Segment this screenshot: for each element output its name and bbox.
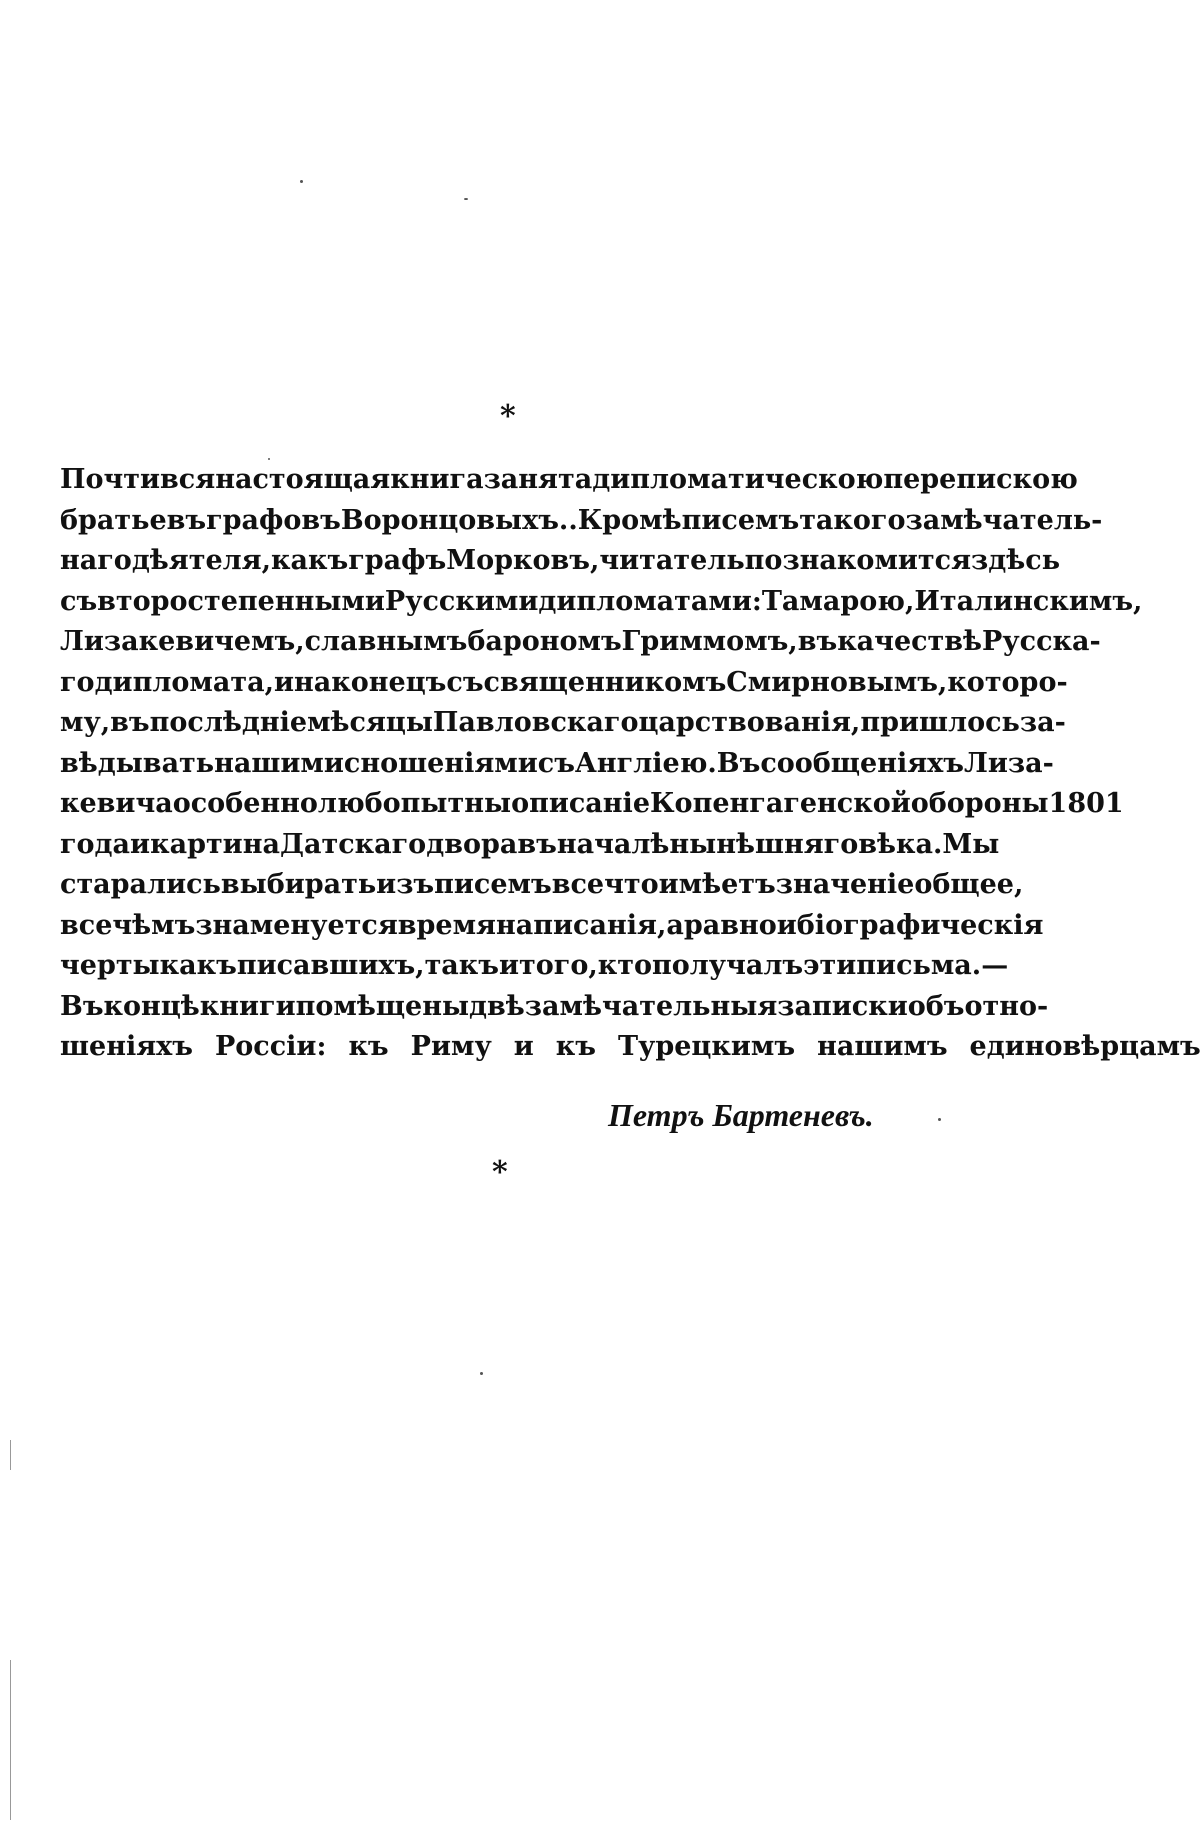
word: Русскими — [384, 585, 539, 617]
word: Смирновымъ, — [726, 666, 948, 698]
word: писемъ — [681, 504, 800, 536]
top-ornament: * — [500, 399, 516, 434]
word: Тамарою, — [761, 585, 915, 617]
word: Въ — [716, 747, 761, 779]
word: писавшихъ, — [236, 950, 425, 981]
word: двѣ — [469, 990, 525, 1022]
word: царствованія, — [638, 707, 861, 738]
word: получалъ — [651, 950, 804, 981]
word: началѣ — [556, 828, 670, 860]
word: нашимъ — [817, 1031, 948, 1062]
word: въ — [517, 828, 557, 860]
word: изъ — [376, 869, 435, 900]
word: настоящая — [215, 464, 391, 495]
word: знаменуется — [195, 909, 398, 941]
word: любопытны — [317, 788, 512, 819]
word: дипломата, — [94, 666, 274, 698]
text-line — [60, 582, 1143, 623]
text-line — [60, 865, 1024, 906]
word: графъ — [348, 545, 447, 576]
text-line — [60, 460, 1078, 501]
word: помѣщены — [295, 990, 470, 1022]
word: черты — [60, 950, 160, 981]
scan-margin-line — [10, 1660, 11, 1820]
word: біографическія — [796, 909, 1044, 941]
word: Кромѣ — [577, 504, 682, 536]
word: Воронцовыхъ.. — [340, 504, 578, 536]
word: читатель — [599, 545, 745, 576]
word: кто — [597, 950, 652, 981]
word: Копенгагенской — [650, 788, 911, 819]
word: занята — [483, 464, 593, 495]
word: съ — [446, 666, 484, 698]
word: отно- — [964, 990, 1049, 1022]
word: дѣятеля, — [131, 545, 272, 576]
text-line — [60, 703, 1066, 744]
word: эти — [803, 950, 857, 981]
word: того, — [519, 950, 598, 981]
word: му, — [60, 707, 111, 738]
word: здѣсь — [971, 545, 1061, 576]
word: наконецъ — [294, 666, 447, 698]
word: кевича — [60, 788, 173, 819]
word: вся — [160, 464, 216, 495]
word: время — [397, 909, 496, 941]
word: Датскаго — [279, 828, 427, 860]
scan-speck — [480, 1372, 483, 1375]
word: и — [499, 950, 520, 981]
word: значеніе — [775, 869, 915, 900]
word: съ — [60, 585, 98, 617]
text-line — [60, 946, 1009, 987]
scan-speck — [938, 1118, 941, 1121]
word: концѣ — [103, 990, 200, 1022]
word: Лиза- — [963, 747, 1054, 779]
word: 1801 — [1048, 788, 1124, 819]
word: нынѣшняго — [669, 828, 859, 860]
word: сношеніями — [343, 747, 538, 779]
word: старались — [60, 869, 221, 900]
text-line — [60, 906, 1044, 947]
scan-speck — [300, 180, 303, 183]
word: и — [130, 828, 151, 860]
word: а — [666, 909, 684, 941]
word: такого — [799, 504, 906, 536]
word: познакомится — [744, 545, 972, 576]
word: вѣка. — [858, 828, 943, 860]
word: Русска- — [982, 626, 1101, 657]
word: перепискою — [883, 464, 1078, 495]
word: и — [513, 1031, 534, 1062]
bottom-ornament: * — [492, 1155, 508, 1190]
word: качествѣ — [837, 626, 983, 657]
word: и — [776, 909, 797, 941]
text-line — [60, 784, 1124, 825]
word: Павловскаго — [432, 707, 639, 738]
word: книги — [199, 990, 296, 1022]
word: Въ — [60, 990, 104, 1022]
text-line — [60, 622, 1101, 663]
text-line — [60, 501, 1103, 542]
word: братьевъ — [60, 504, 207, 536]
word: въ — [797, 626, 838, 657]
word: все — [60, 909, 113, 941]
word: нашими — [214, 747, 344, 779]
word: шеніяхъ — [60, 1031, 193, 1062]
word: второстепенными — [97, 585, 385, 617]
word: записки — [777, 990, 908, 1022]
word: какъ — [159, 950, 237, 981]
word: Турецкимъ — [617, 1031, 796, 1062]
word: единовѣрцамъ — [969, 1031, 1201, 1062]
word: книга — [390, 464, 484, 495]
word: равно — [683, 909, 777, 941]
word: графовъ — [206, 504, 341, 536]
word: писемъ — [434, 869, 552, 900]
text-line — [60, 1027, 1201, 1068]
word: дипломатами: — [538, 585, 762, 617]
word: имѣетъ — [658, 869, 776, 900]
word: къ — [348, 1031, 389, 1062]
word: Риму — [410, 1031, 492, 1062]
scan-margin-line — [10, 1440, 11, 1470]
text-line — [60, 825, 1000, 866]
word: которо- — [947, 666, 1068, 698]
word: Морковъ, — [446, 545, 600, 576]
word: священникомъ — [483, 666, 727, 698]
word: въ — [110, 707, 150, 738]
word: Почти — [60, 464, 161, 495]
word: замѣчатель- — [905, 504, 1103, 536]
word: послѣдніе — [149, 707, 308, 738]
word: объ — [907, 990, 965, 1022]
word: го — [60, 666, 95, 698]
word: къ — [555, 1031, 596, 1062]
word: года — [60, 828, 131, 860]
word: написанія, — [496, 909, 667, 941]
text-line — [60, 541, 1061, 582]
author-signature: Петръ Бартеневъ. — [608, 1097, 874, 1133]
word: Англіею. — [574, 747, 717, 779]
word: Лизакевичемъ, — [60, 626, 305, 657]
word: двора — [426, 828, 518, 860]
word: что — [604, 869, 659, 900]
word: все — [551, 869, 605, 900]
word: славнымъ — [304, 626, 468, 657]
word: и — [273, 666, 294, 698]
word: замѣчательныя — [524, 990, 778, 1022]
text-line — [60, 744, 1054, 785]
word: такъ — [424, 950, 499, 981]
word: пришлось — [860, 707, 1020, 738]
word: Гриммомъ, — [621, 626, 798, 657]
text-line — [60, 987, 1049, 1028]
word: Россіи: — [214, 1031, 327, 1062]
word: съ — [537, 747, 575, 779]
word: барономъ — [467, 626, 622, 657]
word: особенно — [172, 788, 318, 819]
word: вѣдывать — [60, 747, 215, 779]
word: обороны — [910, 788, 1049, 819]
main-paragraph — [60, 460, 1201, 1068]
word: Италинскимъ, — [914, 585, 1143, 617]
word: наго — [60, 545, 132, 576]
scan-speck — [464, 198, 468, 200]
word: Мы — [942, 828, 1000, 860]
word: выбирать — [220, 869, 377, 900]
word: дипломатическою — [592, 464, 884, 495]
word: чѣмъ — [112, 909, 196, 941]
word: описаніе — [511, 788, 650, 819]
word: какъ — [271, 545, 349, 576]
word: письма.— — [856, 950, 1009, 981]
word: мѣсяцы — [307, 707, 433, 738]
word: за- — [1019, 707, 1066, 738]
word: общее, — [914, 869, 1024, 900]
text-line — [60, 663, 1068, 704]
word: картина — [150, 828, 280, 860]
word: сообщеніяхъ — [760, 747, 964, 779]
